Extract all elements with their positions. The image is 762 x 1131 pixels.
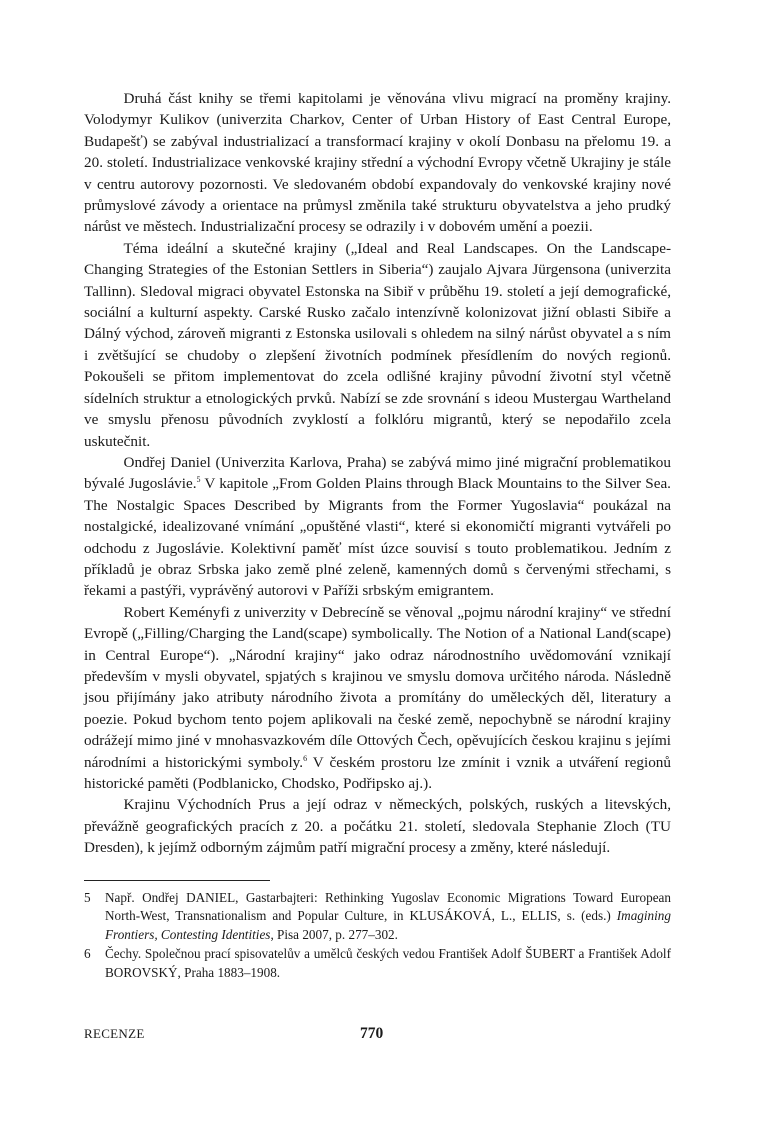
footnote — [84, 945, 671, 982]
footnote-separator — [84, 880, 270, 881]
footnote-number: 6 — [84, 946, 91, 962]
page-footer — [84, 1026, 671, 1046]
paragraph: Téma ideální a skutečné krajiny („Ideal and Real Landscapes. On the Landscape-Changing Strategies of the Estonian Settlers in Siberia“) zaujalo Ajvara Jürgensona (univerzita Tallinn). Sledoval migraci obyvatel Estonska na Sibiř v průběhu 19. století a její demografické, sociální a kulturní aspekty. Carské Rusko začalo intenzívně kolonizovat jižní oblasti Sibiře a Dálný východ, zároveň migranti z Estonska usilovali s ohledem na silný nárůst obyvatel a s ním i zvětšující se chudoby o zlepšení životních podmínek přesídlením do nových regionů. Pokoušeli se přitom implementovat do zcela odlišné krajiny původní životní styl včetně sídelních struktur a etnologických prvků. Nabízí se zde srovnání s ideou Mustergau Wartheland ve smyslu přenosu původních zvyklostí a folklóru migrantů, který se nepodařilo zcela uskutečnit. — [84, 239, 671, 450]
paragraph — [84, 452, 671, 602]
footnotes — [84, 889, 671, 983]
footnote — [84, 889, 671, 944]
paragraph — [84, 602, 671, 795]
paragraph-text: Robert Keményfi z univerzity v Debrecíně se věnoval „pojmu národní krajiny“ ve střední Evropě („Filling/Charging the Land(scape) symbolically. The Notion of a National Land(scape) in Central Europe“). „Národní krajiny“ jako odraz národnostního uvědomování vznikají především v mysli obyvatel, spjatých s krajinou ve smyslu domova určitého národa. Následně jsou přijímány jako atributy národního života a promítány do uměleckých děl, literatury a poezie. Pokud bychom tento pojem aplikovali na české země, nepochybně se národní krajiny odrážejí mimo jiné v mnohasvazkovém díle Ottových Čech, opěvujících českou krajinu s jejími národními a historickými symboly. — [84, 603, 671, 771]
footnote-number: 5 — [84, 890, 91, 905]
footnote-ref[interactable]: 6 — [303, 753, 308, 763]
footnote-text: Čechy. Společnou prací spisovatelův a umělců českých vedou František Adolf ŠUBERT a František Adolf BOROVSKÝ, Praha 1883–1908. — [105, 946, 671, 980]
main-text — [84, 88, 671, 859]
footnote-text — [105, 889, 671, 944]
paragraph-text: V českém prostoru lze zmínit i vznik a utváření regionů historické paměti (Podblanicko, Chodsko, Podřipsko aj.). — [84, 753, 671, 792]
footnote-text-part: Např. Ondřej DANIEL, Gastarbajteri: Rethinking Yugoslav Economic Migrations Toward European North-West, Transnationalism and Popular Culture, in KLUSÁKOVÁ, L., ELLIS, s. (eds.) — [105, 890, 671, 924]
footnote-title: Imagining Frontiers, Contesting Identities — [105, 908, 671, 942]
footnote-text-part: , Pisa 2007, p. 277–302. — [270, 926, 398, 942]
footnote-ref[interactable]: 5 — [196, 475, 201, 485]
paragraph-text: Ondřej Daniel (Univerzita Karlova, Praha) se zabývá mimo jiné migrační problematikou bývalé Jugoslávie. — [84, 453, 671, 493]
paragraph: Druhá část knihy se třemi kapitolami je věnována vlivu migrací na proměny krajiny. Volodymyr Kulikov (univerzita Charkov, Center of Urban History of East Central Europe, Budapešť) se zabýval industrializací a transformací krajiny v okolí Donbasu na přelomu 19. a 20. století. Industrializace venkovské krajiny střední a východní Evropy včetně Ukrajiny je stále v centru autorovy pozornosti. Ve sledovaném období expandovaly do venkovské krajiny nové průmyslové závody a orientace na průmysl změnila také strukturu obyvatelstva a jeho prudký nárůst ve městech. Industrializační procesy se odrazily i v dobovém umění a poezii. — [84, 90, 671, 236]
page-number: 770 — [360, 1025, 384, 1042]
section-label: RECENZE — [84, 1026, 145, 1041]
paragraph: Krajinu Východních Prus a její odraz v německých, polských, ruských a litevských, převážně geografických pracích z 20. a počátku 21. století, sledovala Stephanie Zloch (TU Dresden), k jejímž odborným zájmům patří migrační procesy a změny, které následují. — [84, 796, 671, 857]
paragraph-text: V kapitole „From Golden Plains through Black Mountains to the Silver Sea. The Nostalgic Spaces Described by Migrants from the Former Yugoslavia“ poukázal na nostalgické, idealizované vnímání „opuštěné vlasti“, které si ekonomičtí migranti vytvářeli po odchodu z Jugoslávie. Kolektivní paměť míst úzce souvisí s touto problematikou. Jedním z příkladů je obraz Srbska jako země plné zeleně, kamenných domů s červenými střechami, s řekami a pastýři, vyprávěný autorovi v Paříži srbským emigrantem. — [84, 475, 671, 600]
